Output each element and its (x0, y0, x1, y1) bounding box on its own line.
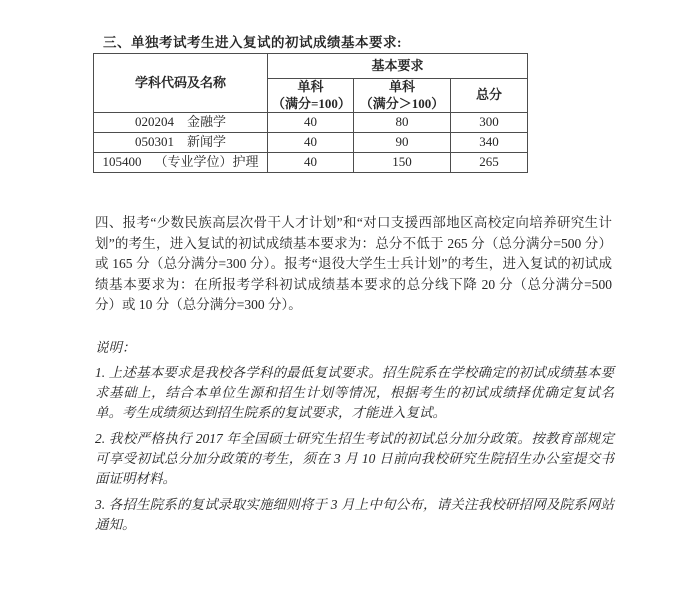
column-header-single-gt100 (354, 79, 451, 113)
column-header-basic-requirements: 基本要求 (268, 54, 528, 79)
note-item-1: 1. 上述基本要求是我校各学科的最低复试要求。招生院系在学校确定的初试成绩基本要求基础上，结合本单位生源和招生计划等情况，根据考生的初试成绩择优确定复试名单。考生成绩须达到招生院系的复试要求，才能进入复试。 (95, 365, 614, 420)
subheader-line2: （满分＞100） (359, 95, 445, 111)
score-single-gt100: 150 (354, 153, 451, 173)
subject-name: 新闻学 (186, 134, 226, 150)
column-header-single-eq100 (268, 79, 354, 113)
score-total: 340 (451, 133, 528, 153)
table-row (94, 153, 528, 173)
note-item-2: 2. 我校严格执行 2017 年全国硕士研究生招生考试的初试总分加分政策。按教育部规定可享受初试总分加分政策的考生，须在 3 月 10 日前向我校研究生院招生办公室提交书面证明材料。 (95, 431, 614, 486)
subject-code: 105400 (102, 154, 142, 170)
column-header-subject: 学科代码及名称 (94, 54, 268, 113)
section3-heading: 三、单独考试考生进入复试的初试成绩基本要求: (103, 35, 402, 50)
notes-section (95, 338, 614, 541)
table-header-row-group (94, 54, 528, 79)
section4-paragraph: 四、报考“少数民族高层次骨干人才计划”和“对口支援西部地区高校定向培养研究生计划”的考生，进入复试的初试成绩基本要求为：总分不低于 265 分（总分满分=500 分）或 165 分（总分满分=300 分）。报考“退役大学生士兵计划”的考生，进入复试的初试成绩基本要求为：在所报考学科初试成绩基本要求的总分线下降 20 分（总分满分=500 分）或 10 分（总分满分=300 分）。 (95, 215, 612, 312)
subheader-line2: （满分=100） (272, 95, 351, 111)
subheader-line1: 总分 (476, 87, 503, 103)
subject-cell (94, 153, 268, 173)
subject-cell (94, 133, 268, 153)
score-requirements-table (93, 53, 528, 173)
score-total: 265 (451, 153, 528, 173)
subject-code: 050301 (134, 134, 174, 150)
subject-name: 金融学 (186, 114, 226, 130)
score-single-eq100: 40 (268, 153, 354, 173)
subject-code: 020204 (134, 114, 174, 130)
note-item-3: 3. 各招生院系的复试录取实施细则将于 3 月上中旬公布，请关注我校研招网及院系网站通知。 (95, 497, 614, 532)
subject-cell (94, 113, 268, 133)
notes-label: 说明： (95, 340, 136, 355)
column-header-total (451, 79, 528, 113)
score-single-eq100: 40 (268, 133, 354, 153)
score-single-gt100: 90 (354, 133, 451, 153)
subheader-line1: 单科 (297, 79, 324, 95)
score-single-eq100: 40 (268, 113, 354, 133)
subheader-line1: 单科 (388, 79, 415, 95)
table-row (94, 113, 528, 133)
score-total: 300 (451, 113, 528, 133)
table-row (94, 133, 528, 153)
subject-name: （专业学位）护理 (154, 154, 259, 170)
score-single-gt100: 80 (354, 113, 451, 133)
